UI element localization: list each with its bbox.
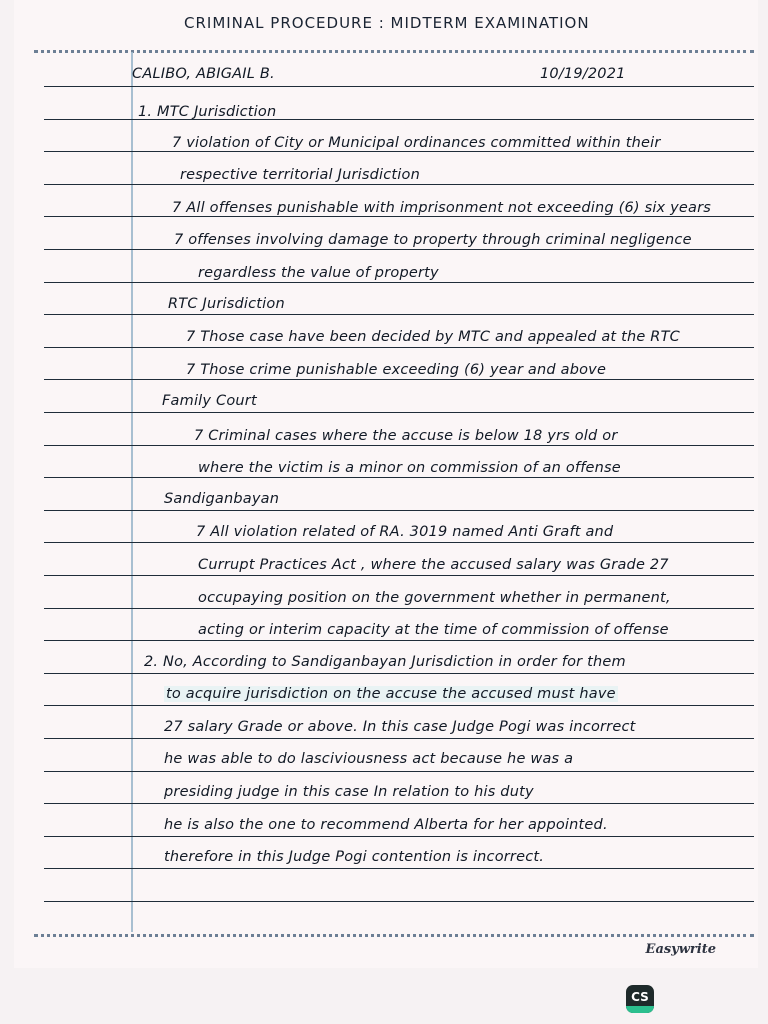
- ruled-line: [44, 673, 754, 674]
- answer-line: 7 All offenses punishable with imprisonment not exceeding (6) six years: [172, 200, 712, 216]
- ruled-line: [44, 412, 754, 413]
- ruled-line: [44, 216, 754, 217]
- ruled-line: [44, 771, 754, 772]
- ruled-line: [44, 347, 754, 348]
- ruled-line: [44, 379, 754, 380]
- ruled-line: [44, 640, 754, 641]
- ruled-line: [44, 836, 754, 837]
- answer-line: 7 offenses involving damage to property through criminal negligence: [174, 232, 692, 248]
- badge-label: CS: [631, 989, 649, 1004]
- ruled-line: [44, 314, 754, 315]
- answer-line: 27 salary Grade or above. In this case Judge Pogi was incorrect: [164, 719, 636, 735]
- answer-line: therefore in this Judge Pogi contention is incorrect.: [164, 849, 545, 865]
- ruled-line: [44, 575, 754, 576]
- ruled-line: [44, 151, 754, 152]
- answer-line: he was able to do lasciviousness act because he was a: [164, 751, 574, 767]
- answer-line: 7 Those case have been decided by MTC and appealed at the RTC: [186, 329, 680, 345]
- ruled-line: [44, 542, 754, 543]
- answer-line: regardless the value of property: [198, 265, 439, 281]
- ruled-line: [44, 282, 754, 283]
- answer-line: he is also the one to recommend Alberta for her appointed.: [164, 817, 608, 833]
- answer-line: Currupt Practices Act , where the accused salary was Grade 27: [198, 557, 669, 573]
- ruled-line: [44, 803, 754, 804]
- answer-line: occupaying position on the government whether in permanent,: [198, 590, 671, 606]
- ruled-line: [44, 477, 754, 478]
- ruled-line: [44, 868, 754, 869]
- answer-line: [164, 686, 618, 702]
- answer-line: where the victim is a minor on commission of an offense: [198, 460, 621, 476]
- ruled-line: [44, 738, 754, 739]
- ruled-line: [44, 510, 754, 511]
- answer-line: acting or interim capacity at the time of commission of offense: [198, 622, 669, 638]
- ruled-line: [44, 705, 754, 706]
- answer-line: presiding judge in this case In relation to his duty: [164, 784, 534, 800]
- bottom-dotted-border: [34, 934, 754, 937]
- answer-line: 7 Criminal cases where the accuse is below 18 yrs old or: [194, 428, 618, 444]
- ruled-line: [44, 608, 754, 609]
- top-dotted-border: [34, 50, 754, 53]
- answer-1-heading: 1. MTC Jurisdiction: [138, 104, 277, 120]
- section-heading-rtc: RTC Jurisdiction: [168, 296, 285, 312]
- ruled-line: [44, 184, 754, 185]
- student-name: CALIBO, ABIGAIL B.: [132, 66, 275, 82]
- brand-logo: Easywrite: [645, 942, 716, 957]
- exam-date: 10/19/2021: [540, 66, 626, 82]
- ruled-line: [44, 445, 754, 446]
- answer-line: respective territorial Jurisdiction: [180, 167, 420, 183]
- highlighted-text: to acquire jurisdiction on the accuse the accused must have: [166, 686, 616, 702]
- ruled-line: [44, 901, 754, 902]
- answer-line: 7 All violation related of RA. 3019 named Anti Graft and: [196, 524, 614, 540]
- page-title: CRIMINAL PROCEDURE : MIDTERM EXAMINATION: [184, 14, 590, 32]
- notebook-page: [14, 0, 758, 968]
- ruled-line: [44, 249, 754, 250]
- answer-line: 7 Those crime punishable exceeding (6) year and above: [186, 362, 607, 378]
- camscanner-badge-icon: [626, 985, 654, 1013]
- section-heading-family-court: Family Court: [162, 393, 257, 409]
- answer-line: 7 violation of City or Municipal ordinances committed within their: [172, 135, 661, 151]
- section-heading-sandiganbayan: Sandiganbayan: [164, 491, 280, 507]
- answer-2-line: 2. No, According to Sandiganbayan Jurisdiction in order for them: [144, 654, 626, 670]
- ruled-line: [44, 86, 754, 87]
